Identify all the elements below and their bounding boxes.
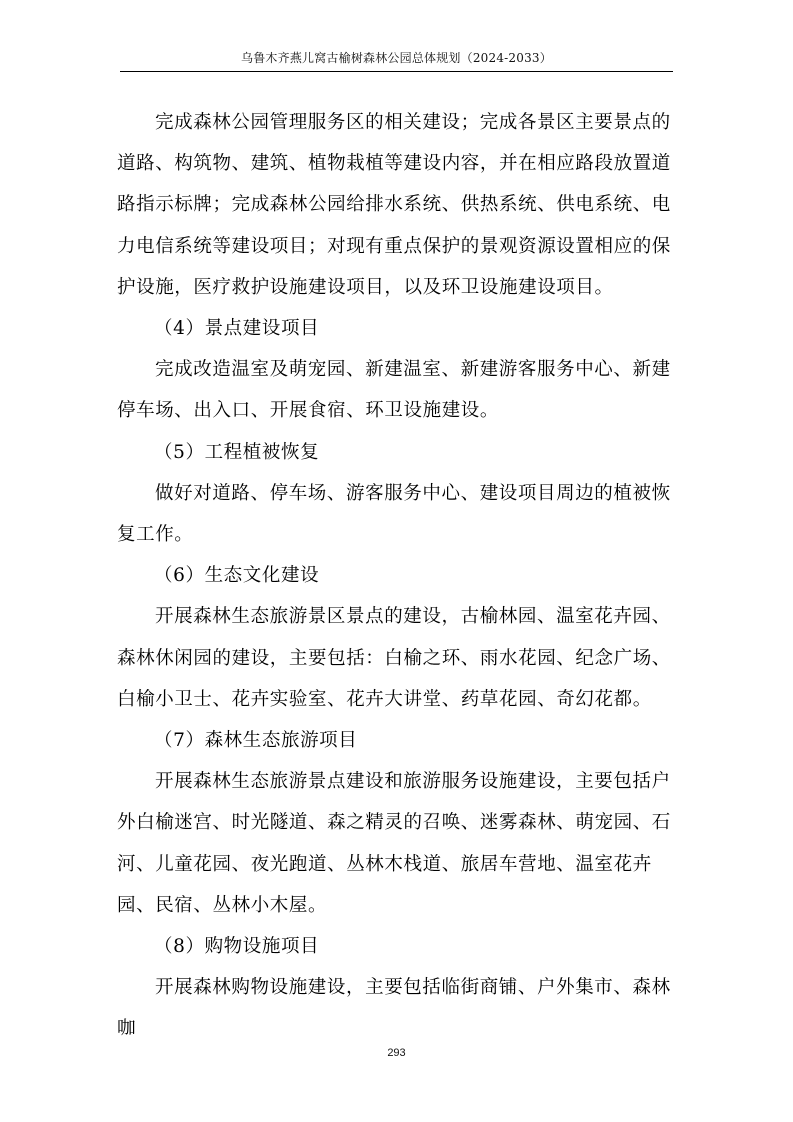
- heading-vegetation-restoration: （5）工程植被恢复: [154, 441, 320, 463]
- header-divider: [120, 71, 673, 72]
- running-header: 乌鲁木齐燕儿窝古榆树森林公园总体规划（2024-2033）: [241, 51, 552, 65]
- page-number: 293: [387, 1047, 406, 1059]
- heading-eco-culture: （6）生态文化建设: [154, 565, 320, 587]
- paragraph-infrastructure: 完成森林公园管理服务区的相关建设；完成各景区主要景点的道路、构筑物、建筑、植物栽植等建设内容，并在相应路段放置道路指示标牌；完成森林公园给排水系统、供热系统、供电系统、电力电信系统等建设项目；对现有重点保护的景观资源设置相应的保护设施，医疗救护设施建设项目，以及环卫设施建设项目。: [117, 112, 671, 298]
- paragraph-shopping-facilities: 开展森林购物设施建设，主要包括临街商铺、户外集市、森林咖: [117, 977, 671, 1040]
- heading-shopping-facilities: （8）购物设施项目: [154, 936, 320, 958]
- paragraph-vegetation-restoration: 做好对道路、停车场、游客服务中心、建设项目周边的植被恢复工作。: [117, 482, 671, 546]
- heading-eco-tourism: （7）森林生态旅游项目: [154, 730, 358, 752]
- paragraph-scenic-spot-projects: 完成改造温室及萌宠园、新建温室、新建游客服务中心、新建停车场、出入口、开展食宿、环卫设施建设。: [117, 359, 671, 422]
- paragraph-eco-culture: 开展森林生态旅游景区景点的建设，古榆林园、温室花卉园、森林休闲园的建设，主要包括：白榆之环、雨水花园、纪念广场、白榆小卫士、花卉实验室、花卉大讲堂、药草花园、奇幻花都。: [117, 606, 671, 710]
- heading-scenic-spot-projects: （4）景点建设项目: [154, 318, 320, 340]
- paragraph-eco-tourism: 开展森林生态旅游景点建设和旅游服务设施建设，主要包括户外白榆迷宫、时光隧道、森之精灵的召唤、迷雾森林、萌宠园、石河、儿童花园、夜光跑道、丛林木栈道、旅居车营地、温室花卉园、民宿、丛林小木屋。: [117, 771, 671, 916]
- document-body: [117, 102, 677, 1050]
